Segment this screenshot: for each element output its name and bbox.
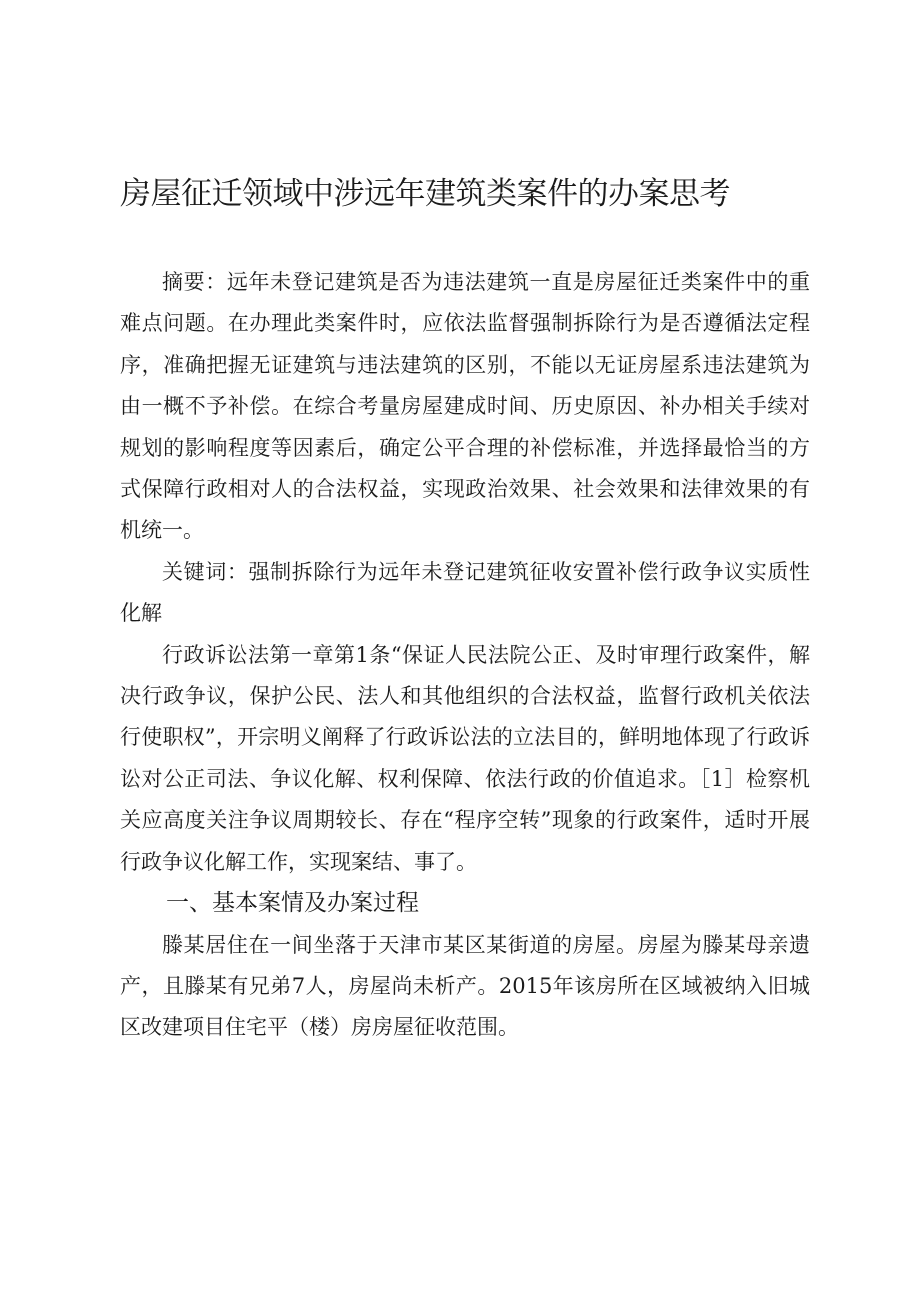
section-heading: 一、基本案情及办案过程 [166,890,419,917]
keywords-paragraph: 关键词：强制拆除行为远年未登记建筑征收安置补偿行政争议实质性化解 [120,559,810,626]
abstract-paragraph: 摘要：远年未登记建筑是否为违法建筑一直是房屋征迁类案件中的重难点问题。在办理此类案件时，应依法监督强制拆除行为是否遵循法定程序，准确把握无证建筑与违法建筑的区别，不能以无证房屋系违法建筑为由一概不予补偿。在综合考量房屋建成时间、历史原因、补办相关手续对规划的影响程度等因素后，确定公平合理的补偿标准，并选择最恰当的方式保障行政相对人的合法权益，实现政治效果、社会效果和法律效果的有机统一。 [120,270,810,543]
intro-paragraph: 行政诉讼法第一章第1条“保证人民法院公正、及时审理行政案件，解决行政争议，保护公民、法人和其他组织的合法权益，监督行政机关依法行使职权”，开宗明义阐释了行政诉讼法的立法目的，鲜明地体现了行政诉讼对公正司法、争议化解、权利保障、依法行政的价值追求。［1］检察机关应高度关注争议周期较长、存在“程序空转”现象的行政案件，适时开展行政争议化解工作，实现案结、事了。 [120,642,810,874]
section-paragraph: 滕某居住在一间坐落于天津市某区某街道的房屋。房屋为滕某母亲遗产，且滕某有兄弟7人，房屋尚未析产。2015年该房所在区域被纳入旧城区改建项目住宅平（楼）房房屋征收范围。 [120,932,810,1040]
document-body [120,262,810,1049]
document-title: 房屋征迁领域中涉远年建筑类案件的办案思考 [120,176,730,212]
